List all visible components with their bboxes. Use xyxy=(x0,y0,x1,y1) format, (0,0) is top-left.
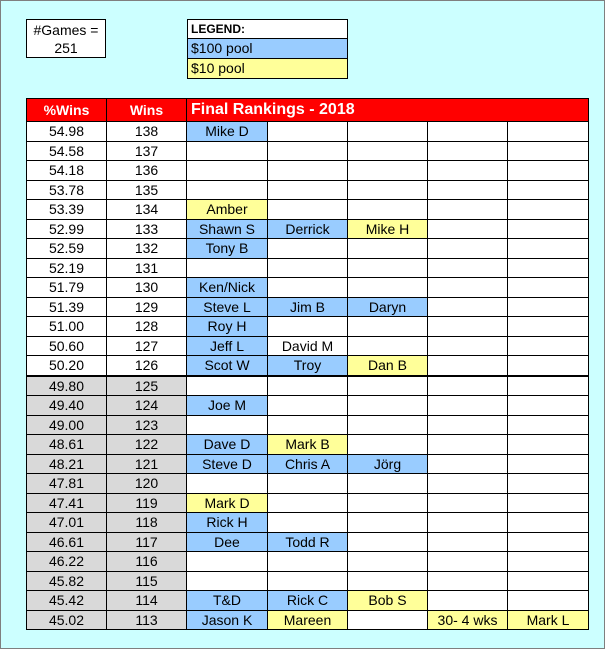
wins-cell[interactable]: 135 xyxy=(107,180,187,200)
player-cell[interactable]: Jason K xyxy=(187,610,268,630)
win-percent-cell[interactable]: 46.61 xyxy=(27,532,107,552)
player-cell[interactable] xyxy=(428,297,508,317)
player-cell[interactable] xyxy=(508,278,589,298)
player-cell[interactable] xyxy=(268,552,348,572)
win-percent-cell[interactable]: 53.39 xyxy=(27,200,107,220)
win-percent-cell[interactable]: 49.00 xyxy=(27,415,107,435)
win-percent-cell[interactable]: 47.81 xyxy=(27,474,107,494)
player-cell[interactable] xyxy=(428,474,508,494)
wins-cell[interactable]: 113 xyxy=(107,610,187,630)
wins-cell[interactable]: 123 xyxy=(107,415,187,435)
player-cell[interactable] xyxy=(428,435,508,455)
table-row xyxy=(27,571,589,591)
player-cell[interactable]: Jörg xyxy=(348,454,428,474)
player-cell[interactable]: Todd R xyxy=(268,532,348,552)
player-cell[interactable] xyxy=(348,317,428,337)
win-percent-cell[interactable]: 53.78 xyxy=(27,180,107,200)
win-percent-cell[interactable]: 52.19 xyxy=(27,258,107,278)
legend-blue-pool: $100 pool xyxy=(188,39,347,58)
player-cell[interactable]: Derrick xyxy=(268,219,348,239)
player-cell[interactable] xyxy=(187,571,268,591)
player-cell[interactable] xyxy=(428,141,508,161)
player-cell[interactable] xyxy=(268,493,348,513)
table-row xyxy=(27,122,589,142)
player-cell[interactable] xyxy=(508,180,589,200)
player-cell[interactable]: Roy H xyxy=(187,317,268,337)
player-cell[interactable] xyxy=(428,258,508,278)
player-cell[interactable] xyxy=(268,317,348,337)
table-row xyxy=(27,493,589,513)
player-cell[interactable] xyxy=(508,297,589,317)
win-percent-cell[interactable]: 49.80 xyxy=(27,376,107,396)
player-cell[interactable] xyxy=(187,258,268,278)
player-cell[interactable] xyxy=(268,571,348,591)
player-cell[interactable] xyxy=(187,141,268,161)
player-cell[interactable] xyxy=(348,415,428,435)
player-cell[interactable] xyxy=(428,356,508,376)
table-row xyxy=(27,219,589,239)
table-header-row xyxy=(27,99,589,122)
player-cell[interactable] xyxy=(428,122,508,142)
player-cell[interactable] xyxy=(348,552,428,572)
player-cell[interactable] xyxy=(428,317,508,337)
table-row xyxy=(27,317,589,337)
player-cell[interactable] xyxy=(428,552,508,572)
wins-cell[interactable]: 119 xyxy=(107,493,187,513)
player-cell[interactable] xyxy=(428,336,508,356)
player-cell[interactable] xyxy=(428,493,508,513)
player-cell[interactable]: Mareen xyxy=(268,610,348,630)
player-cell[interactable] xyxy=(428,571,508,591)
player-cell[interactable]: Daryn xyxy=(348,297,428,317)
player-cell[interactable] xyxy=(348,376,428,396)
rankings-body xyxy=(27,122,589,630)
table-row xyxy=(27,239,589,259)
win-percent-cell[interactable]: 54.98 xyxy=(27,122,107,142)
player-cell[interactable]: Dee xyxy=(187,532,268,552)
player-cell[interactable]: Mark L xyxy=(508,610,589,630)
player-cell[interactable] xyxy=(348,278,428,298)
games-count-box xyxy=(26,19,106,58)
player-cell[interactable] xyxy=(508,239,589,259)
table-row xyxy=(27,396,589,416)
player-cell[interactable] xyxy=(268,258,348,278)
wins-cell[interactable]: 129 xyxy=(107,297,187,317)
win-percent-cell[interactable]: 49.40 xyxy=(27,396,107,416)
wins-cell[interactable]: 137 xyxy=(107,141,187,161)
player-cell[interactable] xyxy=(268,278,348,298)
player-cell[interactable]: Amber xyxy=(187,200,268,220)
wins-cell[interactable]: 114 xyxy=(107,591,187,611)
player-cell[interactable]: Steve L xyxy=(187,297,268,317)
player-cell[interactable] xyxy=(508,122,589,142)
player-cell[interactable]: Jim B xyxy=(268,297,348,317)
player-cell[interactable] xyxy=(428,278,508,298)
player-cell[interactable] xyxy=(187,552,268,572)
player-cell[interactable]: Ken/Nick xyxy=(187,278,268,298)
player-cell[interactable] xyxy=(268,415,348,435)
player-cell[interactable] xyxy=(268,122,348,142)
win-percent-cell[interactable]: 54.18 xyxy=(27,161,107,181)
player-cell[interactable] xyxy=(508,552,589,572)
player-cell[interactable] xyxy=(508,474,589,494)
player-cell[interactable]: Shawn S xyxy=(187,219,268,239)
player-cell[interactable]: Tony B xyxy=(187,239,268,259)
win-percent-cell[interactable]: 50.60 xyxy=(27,336,107,356)
wins-cell[interactable]: 122 xyxy=(107,435,187,455)
player-cell[interactable] xyxy=(428,454,508,474)
table-row xyxy=(27,258,589,278)
player-cell[interactable] xyxy=(187,180,268,200)
wins-cell[interactable]: 125 xyxy=(107,376,187,396)
player-cell[interactable] xyxy=(348,161,428,181)
table-row xyxy=(27,591,589,611)
wins-cell[interactable]: 127 xyxy=(107,336,187,356)
player-cell[interactable] xyxy=(508,141,589,161)
player-cell[interactable] xyxy=(508,336,589,356)
player-cell[interactable] xyxy=(348,493,428,513)
player-cell[interactable]: Mark D xyxy=(187,493,268,513)
table-row xyxy=(27,336,589,356)
table-row xyxy=(27,552,589,572)
player-cell[interactable] xyxy=(268,474,348,494)
player-cell[interactable] xyxy=(268,161,348,181)
player-cell[interactable] xyxy=(348,396,428,416)
table-row xyxy=(27,200,589,220)
table-row xyxy=(27,435,589,455)
games-label: #Games = xyxy=(33,22,99,38)
legend xyxy=(187,19,348,79)
player-cell[interactable] xyxy=(508,219,589,239)
pct-header: %Wins xyxy=(27,99,107,122)
table-row xyxy=(27,356,589,376)
player-cell[interactable] xyxy=(428,415,508,435)
player-cell[interactable] xyxy=(187,474,268,494)
player-cell[interactable] xyxy=(508,415,589,435)
player-cell[interactable] xyxy=(187,161,268,181)
player-cell[interactable] xyxy=(348,141,428,161)
legend-yellow-pool: $10 pool xyxy=(188,59,347,78)
player-cell[interactable]: Dave D xyxy=(187,435,268,455)
player-cell[interactable]: Mike D xyxy=(187,122,268,142)
player-cell[interactable] xyxy=(508,161,589,181)
player-cell[interactable]: 30- 4 wks xyxy=(428,610,508,630)
win-percent-cell[interactable]: 51.79 xyxy=(27,278,107,298)
player-cell[interactable] xyxy=(348,435,428,455)
player-cell[interactable] xyxy=(508,200,589,220)
player-cell[interactable] xyxy=(508,317,589,337)
wins-cell[interactable]: 128 xyxy=(107,317,187,337)
win-percent-cell[interactable]: 47.01 xyxy=(27,513,107,533)
player-cell[interactable] xyxy=(428,532,508,552)
table-title: Final Rankings - 2018 xyxy=(187,99,589,122)
player-cell[interactable]: Rick C xyxy=(268,591,348,611)
win-percent-cell[interactable]: 48.61 xyxy=(27,435,107,455)
win-percent-cell[interactable]: 51.39 xyxy=(27,297,107,317)
player-cell[interactable]: Scot W xyxy=(187,356,268,376)
player-cell[interactable] xyxy=(187,415,268,435)
win-percent-cell[interactable]: 52.99 xyxy=(27,219,107,239)
win-percent-cell[interactable]: 51.00 xyxy=(27,317,107,337)
player-cell[interactable] xyxy=(508,493,589,513)
player-cell[interactable] xyxy=(428,376,508,396)
player-cell[interactable] xyxy=(348,258,428,278)
player-cell[interactable] xyxy=(348,180,428,200)
win-percent-cell[interactable]: 50.20 xyxy=(27,356,107,376)
player-cell[interactable] xyxy=(348,474,428,494)
player-cell[interactable] xyxy=(428,591,508,611)
player-cell[interactable] xyxy=(508,532,589,552)
player-cell[interactable] xyxy=(348,610,428,630)
player-cell[interactable] xyxy=(268,513,348,533)
table-row xyxy=(27,610,589,630)
table-row xyxy=(27,454,589,474)
wins-cell[interactable]: 117 xyxy=(107,532,187,552)
player-cell[interactable] xyxy=(268,239,348,259)
player-cell[interactable]: Troy xyxy=(268,356,348,376)
player-cell[interactable] xyxy=(508,591,589,611)
player-cell[interactable]: Joe M xyxy=(187,396,268,416)
player-cell[interactable]: Rick H xyxy=(187,513,268,533)
legend-title: LEGEND: xyxy=(188,20,347,39)
player-cell[interactable] xyxy=(428,180,508,200)
win-percent-cell[interactable]: 54.58 xyxy=(27,141,107,161)
player-cell[interactable] xyxy=(508,435,589,455)
wins-cell[interactable]: 138 xyxy=(107,122,187,142)
player-cell[interactable]: Bob S xyxy=(348,591,428,611)
player-cell[interactable] xyxy=(268,200,348,220)
player-cell[interactable] xyxy=(428,239,508,259)
wins-cell[interactable]: 131 xyxy=(107,258,187,278)
wins-cell[interactable]: 116 xyxy=(107,552,187,572)
wins-cell[interactable]: 115 xyxy=(107,571,187,591)
win-percent-cell[interactable]: 52.59 xyxy=(27,239,107,259)
player-cell[interactable] xyxy=(348,239,428,259)
wins-cell[interactable]: 132 xyxy=(107,239,187,259)
player-cell[interactable] xyxy=(508,454,589,474)
table-row xyxy=(27,161,589,181)
table-row xyxy=(27,180,589,200)
player-cell[interactable] xyxy=(348,122,428,142)
table-row xyxy=(27,474,589,494)
table-row xyxy=(27,376,589,396)
wins-cell[interactable]: 121 xyxy=(107,454,187,474)
rankings-table xyxy=(26,98,589,630)
player-cell[interactable] xyxy=(268,396,348,416)
player-cell[interactable]: Dan B xyxy=(348,356,428,376)
player-cell[interactable]: T&D xyxy=(187,591,268,611)
win-percent-cell[interactable]: 45.02 xyxy=(27,610,107,630)
player-cell[interactable] xyxy=(508,258,589,278)
win-percent-cell[interactable]: 45.82 xyxy=(27,571,107,591)
player-cell[interactable] xyxy=(187,376,268,396)
wins-cell[interactable]: 130 xyxy=(107,278,187,298)
win-percent-cell[interactable]: 45.42 xyxy=(27,591,107,611)
table-row xyxy=(27,278,589,298)
player-cell[interactable] xyxy=(508,376,589,396)
player-cell[interactable] xyxy=(348,532,428,552)
player-cell[interactable] xyxy=(508,513,589,533)
player-cell[interactable]: Jeff L xyxy=(187,336,268,356)
games-value: 251 xyxy=(54,40,78,56)
wins-cell[interactable]: 118 xyxy=(107,513,187,533)
player-cell[interactable] xyxy=(268,141,348,161)
player-cell[interactable] xyxy=(428,219,508,239)
table-row xyxy=(27,297,589,317)
wins-cell[interactable]: 126 xyxy=(107,356,187,376)
table-row xyxy=(27,532,589,552)
win-percent-cell[interactable]: 46.22 xyxy=(27,552,107,572)
player-cell[interactable] xyxy=(508,356,589,376)
wins-cell[interactable]: 120 xyxy=(107,474,187,494)
player-cell[interactable] xyxy=(268,180,348,200)
player-cell[interactable] xyxy=(428,161,508,181)
table-row xyxy=(27,513,589,533)
wins-cell[interactable]: 124 xyxy=(107,396,187,416)
player-cell[interactable]: Chris A xyxy=(268,454,348,474)
player-cell[interactable] xyxy=(428,396,508,416)
player-cell[interactable] xyxy=(428,200,508,220)
player-cell[interactable] xyxy=(348,513,428,533)
table-row xyxy=(27,415,589,435)
win-percent-cell[interactable]: 48.21 xyxy=(27,454,107,474)
player-cell[interactable] xyxy=(428,513,508,533)
player-cell[interactable] xyxy=(348,200,428,220)
player-cell[interactable] xyxy=(268,376,348,396)
player-cell[interactable]: Steve D xyxy=(187,454,268,474)
wins-cell[interactable]: 133 xyxy=(107,219,187,239)
player-cell[interactable]: David M xyxy=(268,336,348,356)
player-cell[interactable] xyxy=(508,571,589,591)
win-percent-cell[interactable]: 47.41 xyxy=(27,493,107,513)
wins-cell[interactable]: 136 xyxy=(107,161,187,181)
player-cell[interactable] xyxy=(348,571,428,591)
table-row xyxy=(27,141,589,161)
wins-header: Wins xyxy=(107,99,187,122)
player-cell[interactable] xyxy=(348,336,428,356)
player-cell[interactable]: Mark B xyxy=(268,435,348,455)
player-cell[interactable] xyxy=(508,396,589,416)
player-cell[interactable]: Mike H xyxy=(348,219,428,239)
wins-cell[interactable]: 134 xyxy=(107,200,187,220)
